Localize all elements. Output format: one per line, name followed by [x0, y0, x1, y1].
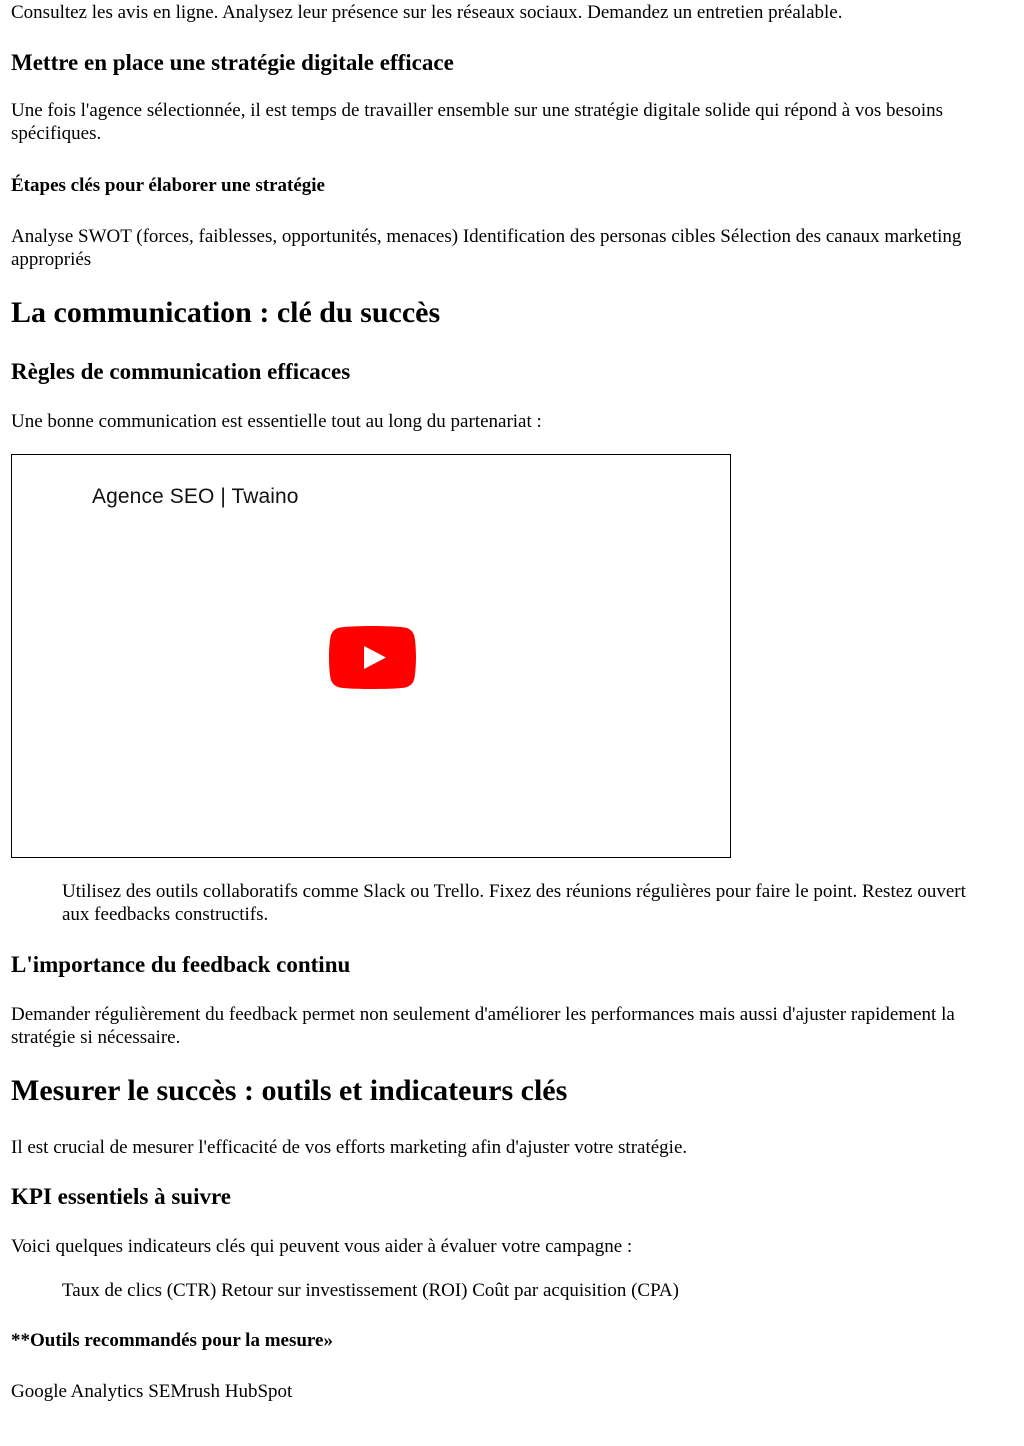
paragraph-avis: Consultez les avis en ligne. Analysez leur présence sur les réseaux sociaux. Demandez un entretien préalable. [11, 2, 843, 23]
communication-tips-quote: Utilisez des outils collaboratifs comme Slack ou Trello. Fixez des réunions régulières pour faire le point. Restez ouvert aux feedbacks constructifs. [62, 881, 966, 925]
heading-regles-communication: Règles de communication efficaces [11, 359, 351, 384]
youtube-play-icon[interactable] [329, 626, 416, 689]
heading-etapes-cles: Étapes clés pour élaborer une stratégie [11, 175, 325, 196]
video-title[interactable]: Agence SEO | Twaino [92, 485, 299, 508]
paragraph-indicateurs: Voici quelques indicateurs clés qui peuvent vous aider à évaluer votre campagne : [11, 1236, 633, 1257]
youtube-video-embed[interactable] [11, 454, 731, 858]
kpi-list-quote: Taux de clics (CTR) Retour sur investissement (ROI) Coût par acquisition (CPA) [62, 1280, 679, 1301]
heading-kpi: KPI essentiels à suivre [11, 1184, 231, 1209]
heading-mesurer-succes: Mesurer le succès : outils et indicateurs clés [11, 1074, 568, 1107]
heading-feedback: L'importance du feedback continu [11, 952, 351, 977]
paragraph-feedback: Demander régulièrement du feedback permet non seulement d'améliorer les performances mais aussi d'ajuster rapidement la stratégie si nécessaire. [11, 1004, 955, 1048]
paragraph-etapes: Analyse SWOT (forces, faiblesses, opportunités, menaces) Identification des personas cibles Sélection des canaux marketing appropriés [11, 226, 962, 270]
paragraph-strategie: Une fois l'agence sélectionnée, il est temps de travailler ensemble sur une stratégie digitale solide qui répond à vos besoins spécifiques. [11, 100, 944, 144]
paragraph-communication: Une bonne communication est essentielle tout au long du partenariat : [11, 411, 542, 432]
heading-outils-mesure: **Outils recommandés pour la mesure» [11, 1330, 333, 1351]
heading-strategie-digitale: Mettre en place une stratégie digitale efficace [11, 50, 454, 75]
paragraph-outils: Google Analytics SEMrush HubSpot [11, 1381, 293, 1402]
heading-communication: La communication : clé du succès [11, 296, 441, 329]
paragraph-mesurer: Il est crucial de mesurer l'efficacité de vos efforts marketing afin d'ajuster votre stratégie. [11, 1137, 688, 1158]
